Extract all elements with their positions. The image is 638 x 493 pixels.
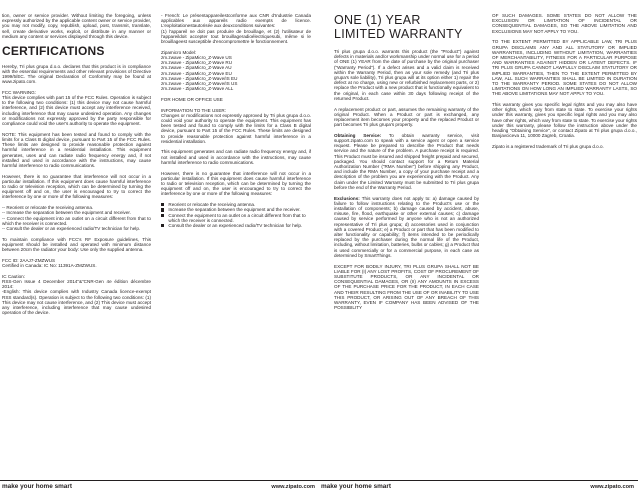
column-4 (492, 13, 637, 469)
liability-paragraph: EXCEPT FOR BODILY INJURY, TRI PLUS GRUPA SHALL NOT BE LIABLE FOR (I) ANY LOST PROFITS, COST OF PROCUREMENT OF SUBSTITUTE PRODUCTS, OR ANY INCIDENTAL OR CONSEQUENTIAL DAMAGES, OR (II) ANY AMOUNTS IN EXCESS OF THE PURCHASE PRICE FOR THE PRODUCT, IN EACH CASE AND THEIR RESULTING FROM THE USE OF OR INABILITY TO USE THIS PRODUCT, OR ARISING OUT OF ANY BREACH OF THIS WARRANTY, EVEN IF COMPANY HAS BEEN ADVISED OF THE POSSIBILITY (334, 263, 479, 311)
footer-url: www.zipato.com (590, 484, 634, 490)
model-list: zm.zwave - ZipaMicro_Z-Wave US zm.zwave - ZipaMicro_Z-Wave RU zm.zwave - ZipaMicro_Z-Wave AU zm.zwave - ZipaMicro_Z-Wave EU zm.zwave - ZipaMicro_Z-Wave/IS EU zm.zwave - ZipaMicro_Z-Wave/IS US zm.zwave - ZipaMicro_Z-Wave ALL (161, 54, 238, 92)
legal-rights-paragraph: This warranty gives you specific legal rights and you may also have other rights, which vary from state to state. To exercise your rights under this warranty, gives you specific legal rights and you may also have other rights, which vary from state to state. To exercise your rights under this warranty, please follow the instruction above under the heading "Obtaining Service", or contact Zipato at Tri plus grupa d.o.o., Banjavciceva 11, 10000 Zagreb, Croatia. (492, 102, 637, 139)
left-footer (0, 480, 319, 493)
warranty-heading-line-1: ONE (1) YEAR (334, 13, 421, 27)
warranty-paragraph: Tri plus grupa d.o.o. warrants this product (the "Product") against defects in materials and/or workmanship under normal use for a period of ONE (1) YEAR from the date of purchase by the original purchaser ("Warranty Period"). If a defect arises and a valid claim is received within the Warranty Period, then as your sole remedy (and Tri plus grupa's sole liability), Tri plus grupa will at its option either 1) repair the defect at no charge, using new or refurbished replacement parts, or 2) replace the Product with a new product that is functionally equivalent to the original, in each case within 30 days following receipt of the returned Product. (334, 49, 479, 101)
obtaining-service-label: Obtaining Service: (334, 132, 382, 138)
list-item: Increase the separation between the equipment and the receiver. (161, 207, 311, 212)
left-page (0, 0, 319, 484)
fcc-warning-text: This device complies with part 15 of the FCC Rules. Operation is subject to the following two conditions: (1) this device may not cause harmful interference, and (2) this device must accept any interference received, including interference that may cause undesired operation. Any changes or modifications not expressly approved by the party responsible for compliance could void the user's authority to operate the equipment. (2, 95, 151, 127)
interference-paragraph: However, there is no guarantee that interference will not occur in a particular installation. If this equipment does cause harmful interference to radio or television reception, which can be determined by turning the equipment off and on, the user is encouraged to try to correct the interference by one or more of the following measures: (2, 173, 151, 200)
footer-tagline: make your home smart (321, 483, 391, 490)
french-paragraph: - French: Le présentappareilestconforme aux CNR d'Industrie Canada applicables aux appareils radio exempts de licence. L'exploitationestautorisée aux deuxconditions suivantes: (1) l'appareil ne doit pas produire de brouillage, et (2) l'utilisateur de l'appareildoit accepter tout brouillageradioélectriquesubi, même si le brouillageest susceptible d'encompromettre le fonctionnement. (161, 13, 311, 45)
bullet-square-icon (161, 208, 164, 211)
fcc-warning-title: FCC WARNING: (2, 89, 37, 95)
list-item: Connect the equipment to an outlet on a circuit different from that to which the receiver is connected. (161, 213, 311, 223)
certifications-heading: CERTIFICATIONS (2, 43, 105, 58)
rf-exposure-paragraph: To maintain compliance with FCC's RF Exposure guidelines, This equipment should be installed and operated with minimum distance between 20cm the radiator your body: Use only the supplied antenna. (2, 236, 151, 253)
warranty-heading-line-2: LIMITED WARRANTY (334, 27, 463, 41)
footer-tagline: make your home smart (2, 483, 72, 490)
column-3 (334, 13, 479, 469)
user-information: INFORMATION TO THE USER: Changes or modifications not expressly approved by Tri plus grupa d.o.o. could void your authority to operate the equipment. This equipment has been tested and found to comply with the limits for a Class B digital device, pursuant to Part 15 of the FCC Rules. These limits are designed to provide reasonable protection against harmful interference in a residential installation. (161, 107, 311, 144)
radiate-paragraph: This equipment generates and can radiate radio frequency energy and, if not installed and used in accordance with the instructions, may cause harmful interference to radio communications. (161, 149, 311, 165)
office-use-heading: FOR HOME OR OFFICE USE (161, 96, 223, 102)
bullet-square-icon (161, 214, 164, 217)
intro-paragraph: tion, owner or service provider. Without limiting the foregoing, unless expressly authorized by the applicable content owner or service provider, you may not modify, copy, republish, upload, post, transmit, translate, sell, create derivative works, exploit, or distribute in any manner or medium any content or services displayed through this device. (2, 13, 151, 39)
certifications-text: Hereby, Tri plus grupa d.o.o. declares that this product is in compliance with the essential requirements and other relevant provisions of Directive 1999/5/EC. The original Declaration of Conformity may be found at www.zipato.com. (2, 63, 151, 85)
disclaimer-paragraph: TO THE EXTENT PERMITTED BY APPLICABLE LAW, TRI PLUS GRUPA DISCLAIMS ANY AND ALL STATUTORY OR IMPLIED WARRANTIES, INCLUDING WITHOUT LIMITATION, WARRANTIES OF MERCHANTABILITY, FITNESS FOR A PARTICULAR PURPOSE AND WARRANTIES AGAINST HIDDEN OR LATENT DEFECTS. IF TRI PLUS GRUPA CANNOT LAWFULLY DISCLAIM STATUTORY OR IMPLIED WARRANTIES, THEN TO THE EXTENT PERMITTED BY LAW, ALL SUCH WARRANTIES SHALL BE LIMITED IN DURATION TO THE WARRANTY PERIOD. SOME STATES DO NOT ALLOW LIMITATIONS ON HOW LONG AN IMPLIED WARRANTY LASTS, SO THE ABOVE LIMITATIONS MAY NOT APPLY TO YOU. (492, 39, 637, 97)
right-footer (319, 480, 638, 493)
exclusions-label: Exclusions: (334, 195, 360, 201)
trademark-paragraph: Zipato is a registered trademark of Tri plus grupa d.o.o. (492, 143, 604, 149)
list-item: Reorient or relocate the receiving antenna. (161, 202, 311, 207)
ic-caution-text: RSS-Gen Issue 4 December 2014"&"CNR-Gen 4e édition décembre 2014: -English: This device complies with Industry Canada licence-exempt RSS standard(s). Operation is subject to the following two conditions: (1) This device may not cause interference, and (2) This device must accept any interference, including interference that may cause undesired operation of the device. (2, 278, 151, 316)
fcc-id: FCC ID: 2AAJ7-ZMZWUS (2, 257, 56, 263)
model-title: Zipamicro Model: (161, 49, 197, 55)
guarantee-paragraph: However, there is no guarantee that interference will not occur in a particular installation. If this equipment does cause harmful interference to radio or television reception, which can be determined by turning the equipment off and on, the user is encouraged to try to correct the interference by one or more of the following measures: (161, 170, 311, 197)
obtaining-service-paragraph: Obtaining Service: To obtain warranty service, visit support.zipato.com to speak with a service agent or open a service request. Please be prepared to describe the Product that needs service and the nature of the problem. A purchase receipt is required. This Product must be insured and shipped freight prepaid and secured, packaged. You should contact support for a Return Material Authorization Number ("RMA Number") before shipping any Product, and include the RMA Number, a copy of your purchase receipt and a description of the problem you are experiencing with the Product. Any claim under the Limited Warranty must be submitted to Tri plus grupa before the end of the Warranty Period. (334, 132, 479, 190)
warranty-heading (334, 13, 479, 41)
ic-caution-title: IC Caution: (2, 273, 25, 279)
canada-certification: Certified in Canada: IC No: 11391A-ZMZWUS. (2, 263, 97, 269)
measures-list: -- Reorient or relocate the receiving antenna. -- Increase the separation between the equipment and receiver. -- Connect the equipment into an outlet on a circuit different from that to which the receiver is connected. -- Consult the dealer or an experienced radio/TV technician for help. (2, 205, 151, 231)
list-item: Consult the dealer or an experienced radio/TV technician for help. (161, 223, 311, 228)
damages-paragraph: OF SUCH DAMAGES. SOME STATES DO NOT ALLOW THE EXCLUSION OR LIMITATION OF INCIDENTAL OR CONSEQUENTIAL DAMAGES, SO THE ABOVE LIMITATION AND EXCLUSIONS MAY NOT APPLY TO YOU. (492, 13, 637, 34)
right-page (319, 0, 638, 484)
measures-bullet-list (161, 202, 311, 228)
bullet-square-icon (161, 224, 164, 227)
column-1 (2, 13, 151, 469)
replacement-paragraph: A replacement product or part, assumes the remaining warranty of the original Product. When a Product or part is exchanged, any replacement item becomes your property and the replaced Product or part becomes Tri plus grupa's property. (334, 106, 479, 128)
bullet-square-icon (161, 203, 164, 206)
exclusions-paragraph: Exclusions: This warranty does not apply to: a) damage caused by failure to follow instructions relating to the Product's use or the installation of components; b) damage caused by accident, abuse, misuse, fire, flood, earthquake or other external causes; c) damage caused by service performed by anyone who is not an authorized representative of Tri plus grupa; d) accessories used in conjunction with a covered Product; e) a Product or part that has been modified to alter functionality or capability; f) items intended to be periodically replaced by the purchaser during the normal life of the Product, including, without limitation, batteries, bulbs or cables; g) a Product that is used commercially or for a commercial purpose, in each case as determined by SmartThings. (334, 195, 479, 258)
fcc-note: NOTE: This equipment has been tested and found to comply with the limits for a Class B digital device, pursuant to Part 15 of the FCC Rules. These limits are designed to provide reasonable protection against harmful interference in a residential installation. This equipment generates, uses and can radiate radio frequency energy and, if not installed and used in accordance with the instructions, may cause harmful interference to radio communications. (2, 131, 151, 168)
column-2 (161, 13, 311, 469)
footer-url: www.zipato.com (271, 484, 315, 490)
